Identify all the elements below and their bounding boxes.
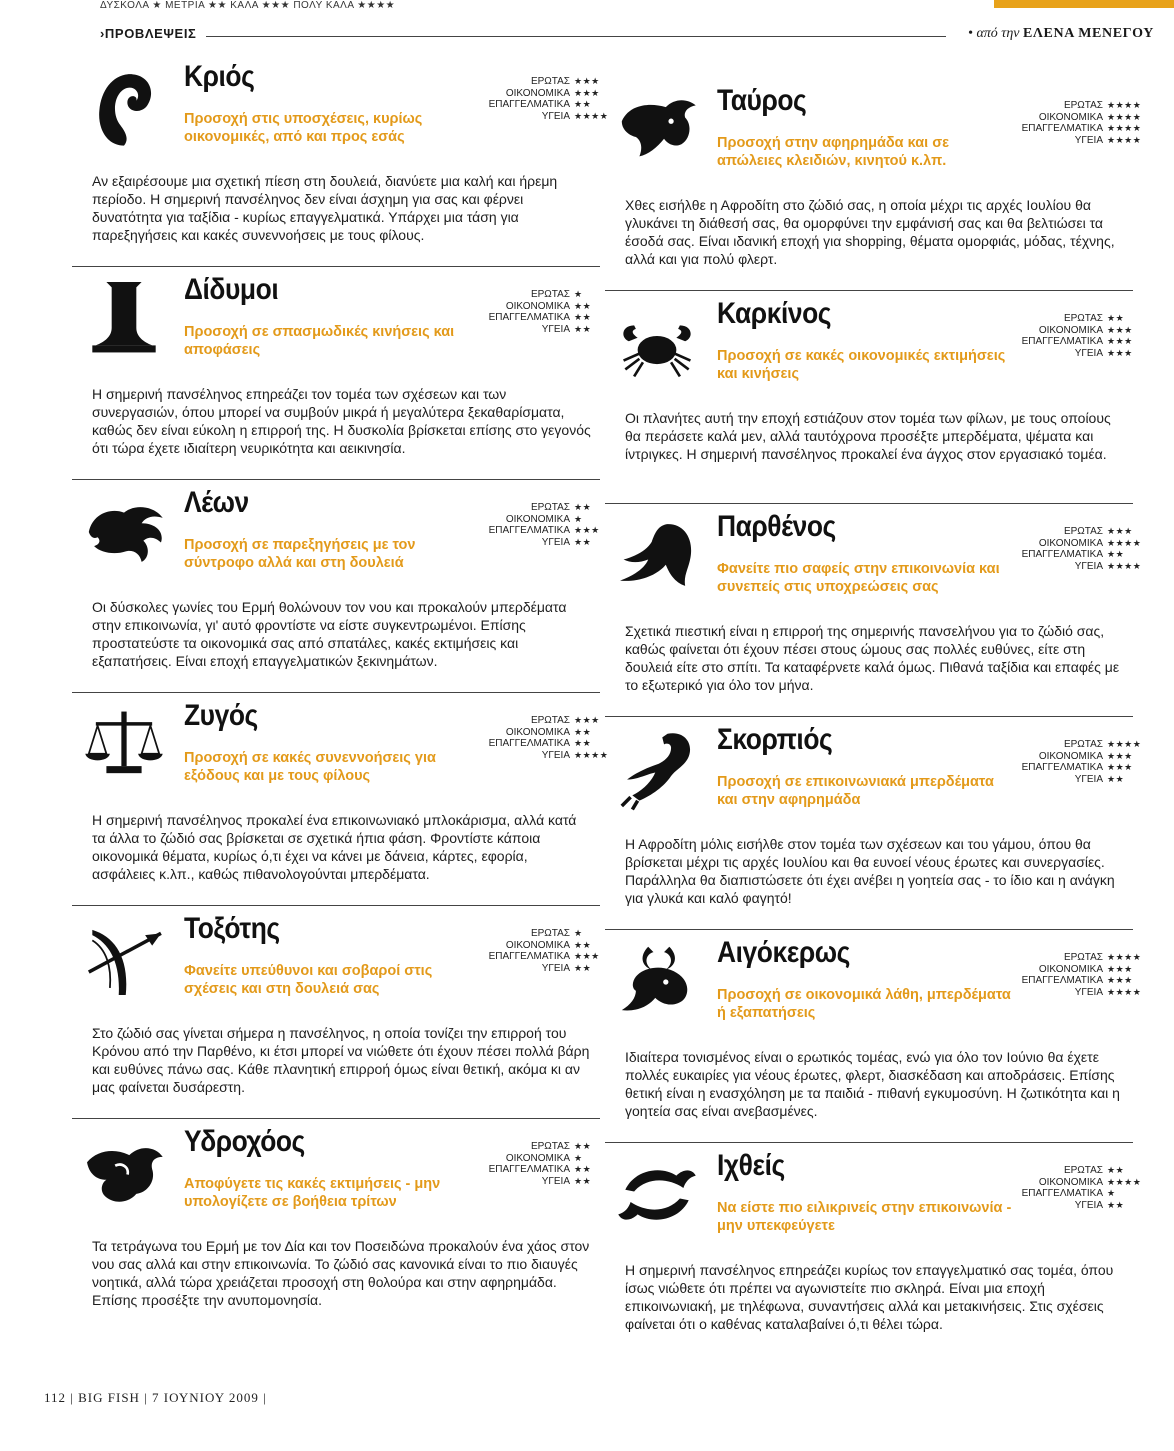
sign-warning: Να είστε πιο ειλικρινείς στην επικοινωνία - μην υπεκφεύγετε bbox=[717, 1200, 1012, 1234]
rating-row-love bbox=[1022, 100, 1142, 112]
rating-stars: ★★★★ bbox=[1107, 537, 1142, 548]
rating-row-love bbox=[489, 289, 600, 301]
rating-label: ΥΓΕΙΑ bbox=[541, 323, 570, 335]
page-footer: 112 | BIG FISH | 7 ΙΟΥΝΙΟΥ 2009 | bbox=[44, 1390, 267, 1405]
rating-row-career bbox=[489, 525, 600, 537]
rating-stars: ★★★ bbox=[1107, 336, 1133, 346]
rating-stars: ★★ bbox=[574, 962, 592, 973]
rating-row-finance bbox=[489, 514, 600, 526]
rating-label: ΕΠΑΓΓΕΛΜΑΤΙΚΑ bbox=[488, 738, 570, 749]
rating-row-finance bbox=[489, 727, 600, 739]
gemini-icon bbox=[80, 275, 168, 363]
rating-stars: ★★★★ bbox=[1107, 111, 1142, 122]
rating-row-finance bbox=[1022, 964, 1133, 976]
rating-stars: ★★ bbox=[1107, 1165, 1125, 1175]
rating-stars: ★★★★ bbox=[1107, 739, 1142, 749]
rating-stars: ★★★ bbox=[574, 715, 600, 725]
sign-warning: Προσοχή στις υποσχέσεις, κυρίως οικονομικές, από και προς εσάς bbox=[184, 111, 423, 145]
sign-text: Η σημερινή πανσέληνος προκαλεί ένα επικοινωνιακό μπλοκάρισμα, αλλά κατά τα άλλα το ζώδιό σας βρίσκεται σε σχετικά ήπια φάση. Φροντίστε κάποια οικονομικά θέματα, κυρίως ό,τι έχει να κάνει με δάνεια, κάρτες, εφορία, ασφάλειες κ.λπ., καθώς πιθανολογούνται μπερδέματα. bbox=[92, 812, 577, 882]
sign-ratings bbox=[1021, 952, 1142, 998]
section-title: ›ΠΡΟΒΛΕΨΕΙΣ bbox=[100, 26, 197, 41]
sign-leo bbox=[72, 480, 600, 693]
rating-row-career bbox=[1022, 975, 1133, 987]
rating-row-career bbox=[489, 99, 600, 111]
sign-ratings bbox=[488, 715, 609, 761]
rating-row-health bbox=[1022, 348, 1133, 360]
rating-label: ΕΡΩΤΑΣ bbox=[1063, 739, 1103, 750]
sign-virgo bbox=[605, 504, 1142, 717]
rating-row-career bbox=[1022, 549, 1133, 561]
rating-stars: ★★★ bbox=[1107, 347, 1133, 358]
rating-label: ΟΙΚΟΝΟΜΙΚΑ bbox=[1038, 324, 1103, 336]
capricorn-icon bbox=[613, 938, 701, 1026]
sign-name: Ζυγός bbox=[184, 699, 258, 732]
sign-text: Χθες εισήλθε η Αφροδίτη στο ζώδιό σας, η οποία μέχρι τις αρχές Ιουλίου θα γλυκάνει τη διάθεσή σας, θα ομορφύνει την εμφάνισή σας και θα βελτιώσει τα έσοδά σας. Είναι ιδανική εποχή για shopping, θέματα ομορφιάς, μόδας, τέχνης, αλλά και για πολύ φλερτ. bbox=[625, 197, 1115, 267]
rating-stars: ★★★★ bbox=[574, 110, 609, 121]
rating-stars: ★★★ bbox=[574, 951, 600, 961]
sign-taurus bbox=[605, 78, 1142, 291]
rating-row-finance bbox=[489, 301, 600, 313]
sign-name: Λέων bbox=[184, 486, 249, 519]
rating-stars: ★★★ bbox=[1107, 762, 1133, 772]
rating-label: ΟΙΚΟΝΟΜΙΚΑ bbox=[505, 939, 570, 951]
sign-text: Αν εξαιρέσουμε μια σχετική πίεση στη δουλειά, διανύετε μια καλή και ήρεμη περίοδο. Η σημερινή πανσέληνος δεν είναι άσχημη για σας και φέρνει δυνατότητα για ταξίδια - κυρίως επαγγελματικά. Υπάρχει μια τάση για παρεξηγήσεις και κακές συνεννοήσεις με τους φίλους. bbox=[92, 173, 558, 243]
rating-row-finance bbox=[489, 1153, 600, 1165]
sign-name: Δίδυμοι bbox=[184, 273, 279, 306]
rating-label: ΕΡΩΤΑΣ bbox=[530, 715, 570, 726]
sign-text: Οι δύσκολες γωνίες του Ερμή θολώνουν τον νου και προκαλούν μπερδέματα στην επικοινωνία, γι' αυτό φροντίστε να είστε συγκεντρωμένοι. Επίσης προστατεύστε τα οικονομικά σας από σπατάλες, κακές εκτιμήσεις και εξαπατήσεις. Είναι εποχή επαγγελματικών ξεκινημάτων. bbox=[92, 599, 567, 669]
rating-row-finance bbox=[1022, 751, 1133, 763]
rating-stars: ★★★★ bbox=[1107, 100, 1142, 110]
sign-cancer bbox=[605, 291, 1133, 504]
rating-row-finance bbox=[489, 88, 600, 100]
sign-warning: Προσοχή σε κακές συνεννοήσεις για εξόδους και με τους φίλους bbox=[184, 750, 436, 784]
rating-label: ΥΓΕΙΑ bbox=[1074, 134, 1103, 146]
rating-label: ΕΠΑΓΓΕΛΜΑΤΙΚΑ bbox=[1021, 762, 1103, 773]
sign-warning: Προσοχή σε σπασμωδικές κινήσεις και αποφάσεις bbox=[184, 324, 455, 358]
rating-label: ΕΠΑΓΓΕΛΜΑΤΙΚΑ bbox=[1021, 336, 1103, 347]
rating-stars: ★★ bbox=[574, 323, 592, 334]
sign-capricorn bbox=[605, 930, 1142, 1143]
rating-stars: ★ bbox=[574, 928, 583, 938]
rating-stars: ★★ bbox=[1107, 773, 1125, 784]
rating-stars: ★★ bbox=[574, 1164, 592, 1174]
sign-text: Τα τετράγωνα του Ερμή με τον Δία και τον Ποσειδώνα προκαλούν ένα χάος στον νου σας αλλά και στην επικοινωνία. Το ζώδιό σας κανονικά είναι το πιο διαυγές νοητικά, αλλά τώρα χρειάζεται προσοχή στη θολούρα και στην αφηρημάδα. Επίσης προσέξτε την ανυπομονησία. bbox=[92, 1238, 590, 1308]
rating-label: ΕΡΩΤΑΣ bbox=[1063, 526, 1103, 537]
sign-text: Στο ζώδιό σας γίνεται σήμερα η πανσέληνος, η οποία τονίζει την επιρροή του Κρόνου από την Παρθένο, κι έτσι μπορεί να νιώθετε ότι έχουν πέσει πολλά βάρη και ευθύνες πάνω σας. Κάθε πλανητική επιρροή όμως είναι θετική, ακόμα κι αν μας φαίνεται δυσάρεστη. bbox=[92, 1025, 590, 1095]
rating-row-health bbox=[1022, 774, 1133, 786]
rating-row-love bbox=[1022, 739, 1142, 751]
sign-ratings bbox=[489, 928, 600, 974]
sign-name: Κριός bbox=[184, 60, 255, 93]
sign-ratings bbox=[1021, 100, 1142, 146]
rating-row-health bbox=[489, 537, 600, 549]
rating-label: ΟΙΚΟΝΟΜΙΚΑ bbox=[505, 726, 570, 738]
rating-label: ΕΡΩΤΑΣ bbox=[1063, 100, 1103, 111]
rating-label: ΕΠΑΓΓΕΛΜΑΤΙΚΑ bbox=[488, 525, 570, 536]
libra-icon bbox=[80, 701, 168, 789]
rating-label: ΥΓΕΙΑ bbox=[1074, 560, 1103, 572]
rating-stars: ★★★ bbox=[1107, 324, 1133, 335]
rating-row-health bbox=[489, 324, 600, 336]
rating-label: ΟΙΚΟΝΟΜΙΚΑ bbox=[1038, 750, 1103, 762]
author-byline bbox=[968, 26, 1154, 42]
rating-row-love bbox=[489, 76, 600, 88]
rating-row-health bbox=[489, 963, 600, 975]
rating-row-health bbox=[1022, 560, 1142, 573]
rating-label: ΕΡΩΤΑΣ bbox=[1063, 313, 1103, 324]
rating-stars: ★★ bbox=[1107, 1199, 1125, 1210]
rating-row-career bbox=[489, 951, 600, 963]
rating-label: ΥΓΕΙΑ bbox=[1074, 347, 1103, 359]
author-name: ΕΛΕΝΑ ΜΕΝΕΓΟΥ bbox=[1022, 26, 1154, 41]
rating-stars: ★★★ bbox=[1107, 963, 1133, 974]
rating-row-love bbox=[489, 1141, 600, 1153]
rating-stars: ★★★★ bbox=[1107, 1176, 1142, 1187]
rating-stars: ★★ bbox=[574, 312, 592, 322]
sign-ratings bbox=[1021, 1165, 1142, 1211]
rating-stars: ★★ bbox=[1107, 313, 1125, 323]
rating-row-love bbox=[489, 715, 600, 727]
leo-icon bbox=[80, 488, 168, 576]
rating-stars: ★★★★ bbox=[1107, 986, 1142, 997]
rating-stars: ★★★★ bbox=[1107, 560, 1142, 571]
rating-row-finance bbox=[489, 940, 600, 952]
sign-text: Οι πλανήτες αυτή την εποχή εστιάζουν στον τομέα των φίλων, με τους οποίους θα περάσετε καλά μεν, αλλά ταυτόχρονα προσέξτε μπερδέματα, ψέματα και ίντριγκες. Η σημερινή πανσέληνος προκαλεί ένα άγχος στον εργασιακό τομέα. bbox=[625, 410, 1111, 462]
header-divider bbox=[206, 36, 946, 37]
rating-label: ΟΙΚΟΝΟΜΙΚΑ bbox=[1038, 537, 1103, 549]
rating-label: ΕΡΩΤΑΣ bbox=[530, 502, 570, 513]
author-prefix: • από την bbox=[968, 26, 1020, 41]
rating-label: ΕΠΑΓΓΕΛΜΑΤΙΚΑ bbox=[1021, 123, 1103, 134]
pisces-icon bbox=[613, 1151, 701, 1239]
sign-name: Υδροχόος bbox=[184, 1125, 305, 1158]
cancer-icon bbox=[613, 299, 701, 387]
sign-ratings bbox=[1021, 526, 1142, 572]
sagittarius-icon bbox=[80, 914, 168, 1002]
rating-label: ΕΡΩΤΑΣ bbox=[530, 928, 570, 939]
rating-row-finance bbox=[1022, 537, 1142, 550]
rating-row-health bbox=[1022, 1200, 1133, 1212]
rating-stars: ★★★ bbox=[1107, 750, 1133, 761]
sign-gemini bbox=[72, 267, 600, 480]
sign-name: Καρκίνος bbox=[717, 297, 832, 330]
rating-row-health bbox=[1022, 134, 1142, 147]
rating-label: ΕΡΩΤΑΣ bbox=[530, 1141, 570, 1152]
rating-row-love bbox=[1022, 526, 1133, 538]
rating-row-love bbox=[489, 928, 600, 940]
virgo-icon bbox=[613, 512, 701, 600]
rating-stars: ★★ bbox=[574, 939, 592, 950]
sign-sagittarius bbox=[72, 906, 600, 1119]
rating-row-career bbox=[1022, 1188, 1133, 1200]
rating-stars: ★ bbox=[574, 513, 583, 524]
rating-row-love bbox=[1022, 313, 1133, 325]
sign-text: Η σημερινή πανσέληνος επηρεάζει κυρίως τον επαγγελματικό σας τομέα, όπου ίσως νιώθετε ότι πρέπει να αγωνιστείτε πιο σκληρά. Είναι μια εποχή επικοινωνιακή, με τηλέφωνα, συναντήσεις αλλά και μετακινήσεις. Στις σχέσεις φαίνεται ότι ο καθένας καταλαβαίνει ό,τι θέλει τώρα. bbox=[625, 1262, 1114, 1332]
rating-stars: ★★★★ bbox=[1107, 952, 1142, 962]
rating-stars: ★★ bbox=[574, 300, 592, 311]
rating-row-health bbox=[489, 110, 609, 123]
rating-stars: ★★★ bbox=[574, 87, 600, 98]
rating-stars: ★★★★ bbox=[1107, 134, 1142, 145]
rating-label: ΟΙΚΟΝΟΜΙΚΑ bbox=[505, 300, 570, 312]
right-column bbox=[605, 78, 1142, 1356]
left-column bbox=[72, 54, 609, 1332]
scorpio-icon bbox=[613, 725, 701, 813]
rating-label: ΥΓΕΙΑ bbox=[541, 962, 570, 974]
aquarius-icon bbox=[80, 1127, 168, 1215]
rating-row-love bbox=[1022, 952, 1142, 964]
rating-stars: ★★ bbox=[574, 1175, 592, 1186]
rating-label: ΕΠΑΓΓΕΛΜΑΤΙΚΑ bbox=[488, 1164, 570, 1175]
rating-label: ΥΓΕΙΑ bbox=[541, 749, 570, 761]
rating-stars: ★★ bbox=[574, 536, 592, 547]
sign-scorpio bbox=[605, 717, 1142, 930]
sign-aquarius bbox=[72, 1119, 600, 1332]
sign-ratings bbox=[489, 1141, 600, 1187]
rating-label: ΕΠΑΓΓΕΛΜΑΤΙΚΑ bbox=[1021, 975, 1103, 986]
sign-text: Η σημερινή πανσέληνος επηρεάζει τον τομέα των σχέσεων και των συνεργασιών, όπου μπορεί να συμβούν μικρά ή μεγαλύτερα ξεκαθαρίσματα, καθώς δεν είναι εύκολη η επιρροή της. Η δυσκολία βρίσκεται επίσης στο γεγονός ότι τώρα έχετε ιδιαίτερη νευρικότητα και αεικινησία. bbox=[92, 386, 591, 456]
sign-warning: Προσοχή σε κακές οικονομικές εκτιμήσεις και κινήσεις bbox=[717, 348, 1006, 382]
rating-label: ΥΓΕΙΑ bbox=[1074, 773, 1103, 785]
aries-icon bbox=[80, 62, 168, 150]
sign-ratings bbox=[488, 76, 609, 122]
rating-row-health bbox=[1022, 986, 1142, 999]
rating-label: ΕΠΑΓΓΕΛΜΑΤΙΚΑ bbox=[1021, 1188, 1103, 1199]
rating-stars: ★★ bbox=[574, 99, 592, 109]
rating-row-career bbox=[1022, 762, 1133, 774]
sign-ratings bbox=[1022, 313, 1133, 359]
sign-text: Ιδιαίτερα τονισμένος είναι ο ερωτικός τομέας, ενώ για όλο τον Ιούνιο θα έχετε πολλές ευκαιρίες για νέους έρωτες, φλερτ, διασκέδαση και αποδράσεις. Επίσης θετική είναι η ενασχόληση με τα παιδιά - πιθανή εγκυμοσύνη. Η ζωτικότητα και η γοητεία σας είναι ανεβασμένες. bbox=[625, 1049, 1120, 1119]
rating-stars: ★★★ bbox=[1107, 526, 1133, 536]
rating-label: ΥΓΕΙΑ bbox=[541, 110, 570, 122]
rating-stars: ★ bbox=[1107, 1188, 1116, 1198]
rating-label: ΟΙΚΟΝΟΜΙΚΑ bbox=[505, 1152, 570, 1164]
rating-stars: ★★ bbox=[574, 1141, 592, 1151]
rating-row-finance bbox=[1022, 111, 1142, 124]
rating-row-health bbox=[489, 749, 609, 762]
sign-name: Ταύρος bbox=[717, 84, 807, 117]
sign-ratings bbox=[489, 502, 600, 548]
rating-label: ΥΓΕΙΑ bbox=[541, 536, 570, 548]
sign-ratings bbox=[1021, 739, 1142, 785]
rating-row-career bbox=[489, 738, 600, 750]
sign-aries bbox=[72, 54, 609, 267]
sign-warning: Φανείτε πιο σαφείς στην επικοινωνία και συνεπείς στις υποχρεώσεις σας bbox=[717, 561, 1000, 595]
rating-row-career bbox=[489, 1164, 600, 1176]
sign-warning: Αποφύγετε τις κακές εκτιμήσεις - μην υπολογίζετε σε βοήθεια τρίτων bbox=[184, 1176, 441, 1210]
rating-stars: ★★★★ bbox=[574, 749, 609, 760]
sign-libra bbox=[72, 693, 609, 906]
rating-label: ΕΡΩΤΑΣ bbox=[530, 76, 570, 87]
sign-name: Σκορπιός bbox=[717, 723, 833, 756]
rating-label: ΕΡΩΤΑΣ bbox=[530, 289, 570, 300]
sign-name: Ιχθείς bbox=[717, 1149, 785, 1182]
rating-label: ΕΠΑΓΓΕΛΜΑΤΙΚΑ bbox=[488, 312, 570, 323]
rating-row-health bbox=[489, 1176, 600, 1188]
rating-stars: ★★★ bbox=[574, 525, 600, 535]
rating-label: ΟΙΚΟΝΟΜΙΚΑ bbox=[1038, 111, 1103, 123]
rating-stars: ★★★ bbox=[1107, 975, 1133, 985]
rating-row-finance bbox=[1022, 325, 1133, 337]
rating-stars: ★★★★ bbox=[1107, 123, 1142, 133]
sign-ratings bbox=[489, 289, 600, 335]
rating-legend: ΔΥΣΚΟΛΑ ★ ΜΕΤΡΙΑ ★★ ΚΑΛΑ ★★★ ΠΟΛΥ ΚΑΛΑ ★★★★ bbox=[100, 0, 396, 11]
sign-pisces bbox=[605, 1143, 1142, 1356]
rating-row-love bbox=[1022, 1165, 1133, 1177]
rating-label: ΕΠΑΓΓΕΛΜΑΤΙΚΑ bbox=[488, 99, 570, 110]
rating-row-career bbox=[1021, 123, 1142, 135]
sign-warning: Φανείτε υπεύθυνοι και σοβαροί στις σχέσεις και στη δουλειά σας bbox=[184, 963, 433, 997]
rating-stars: ★★ bbox=[1107, 549, 1125, 559]
rating-label: ΕΠΑΓΓΕΛΜΑΤΙΚΑ bbox=[488, 951, 570, 962]
taurus-icon bbox=[613, 86, 701, 174]
rating-label: ΥΓΕΙΑ bbox=[1074, 1199, 1103, 1211]
rating-label: ΥΓΕΙΑ bbox=[1074, 986, 1103, 998]
sign-name: Παρθένος bbox=[717, 510, 836, 543]
rating-label: ΟΙΚΟΝΟΜΙΚΑ bbox=[1038, 963, 1103, 975]
rating-label: ΕΡΩΤΑΣ bbox=[1063, 1165, 1103, 1176]
rating-stars: ★★★ bbox=[574, 76, 600, 86]
rating-stars: ★★ bbox=[574, 726, 592, 737]
sign-text: Η Αφροδίτη μόλις εισήλθε στον τομέα των σχέσεων και του γάμου, όπου θα βρίσκεται μέχρι τις αρχές Ιουλίου και θα ευνοεί νέους έρωτες και συνεργασίες. Παράλληλα θα διαπιστώσετε ότι έχει ανέβει η γοητεία σας - το ίδιο και η ανάγκη για γλυκά και καλό φαγητό! bbox=[625, 836, 1115, 906]
rating-stars: ★ bbox=[574, 289, 583, 299]
rating-label: ΕΡΩΤΑΣ bbox=[1063, 952, 1103, 963]
sign-warning: Προσοχή στην αφηρημάδα και σε απώλειες κλειδιών, κινητού κ.λπ. bbox=[717, 135, 949, 169]
rating-label: ΥΓΕΙΑ bbox=[541, 1175, 570, 1187]
rating-row-finance bbox=[1022, 1176, 1142, 1189]
rating-stars: ★ bbox=[574, 1152, 583, 1163]
rating-row-career bbox=[1022, 336, 1133, 348]
rating-label: ΟΙΚΟΝΟΜΙΚΑ bbox=[505, 87, 570, 99]
sign-name: Τοξότης bbox=[184, 912, 280, 945]
rating-label: ΕΠΑΓΓΕΛΜΑΤΙΚΑ bbox=[1021, 549, 1103, 560]
sign-warning: Προσοχή σε επικοινωνιακά μπερδέματα και στην αφηρημάδα bbox=[717, 774, 994, 808]
rating-stars: ★★ bbox=[574, 738, 592, 748]
rating-stars: ★★ bbox=[574, 502, 592, 512]
sign-warning: Προσοχή σε παρεξηγήσεις με τον σύντροφο αλλά και στη δουλειά bbox=[184, 537, 416, 571]
rating-row-love bbox=[489, 502, 600, 514]
rating-row-career bbox=[489, 312, 600, 324]
sign-text: Σχετικά πιεστική είναι η επιρροή της σημερινής πανσελήνου για το ζώδιό σας, καθώς φαίνεται ότι έχουν πέσει στους ώμους σας πολλές ευθύνες, είτε στη δουλειά είτε στο σπίτι. Τα καταφέρνετε καλά όμως. Πιθανά ταξίδια και επαφές με το εξωτερικό για όλο τον μήνα. bbox=[625, 623, 1120, 693]
rating-label: ΟΙΚΟΝΟΜΙΚΑ bbox=[505, 513, 570, 525]
accent-bar bbox=[994, 0, 1174, 8]
sign-warning: Προσοχή σε οικονομικά λάθη, μπερδέματα ή εξαπατήσεις bbox=[717, 987, 1011, 1021]
sign-name: Αιγόκερως bbox=[717, 936, 850, 969]
rating-label: ΟΙΚΟΝΟΜΙΚΑ bbox=[1038, 1176, 1103, 1188]
